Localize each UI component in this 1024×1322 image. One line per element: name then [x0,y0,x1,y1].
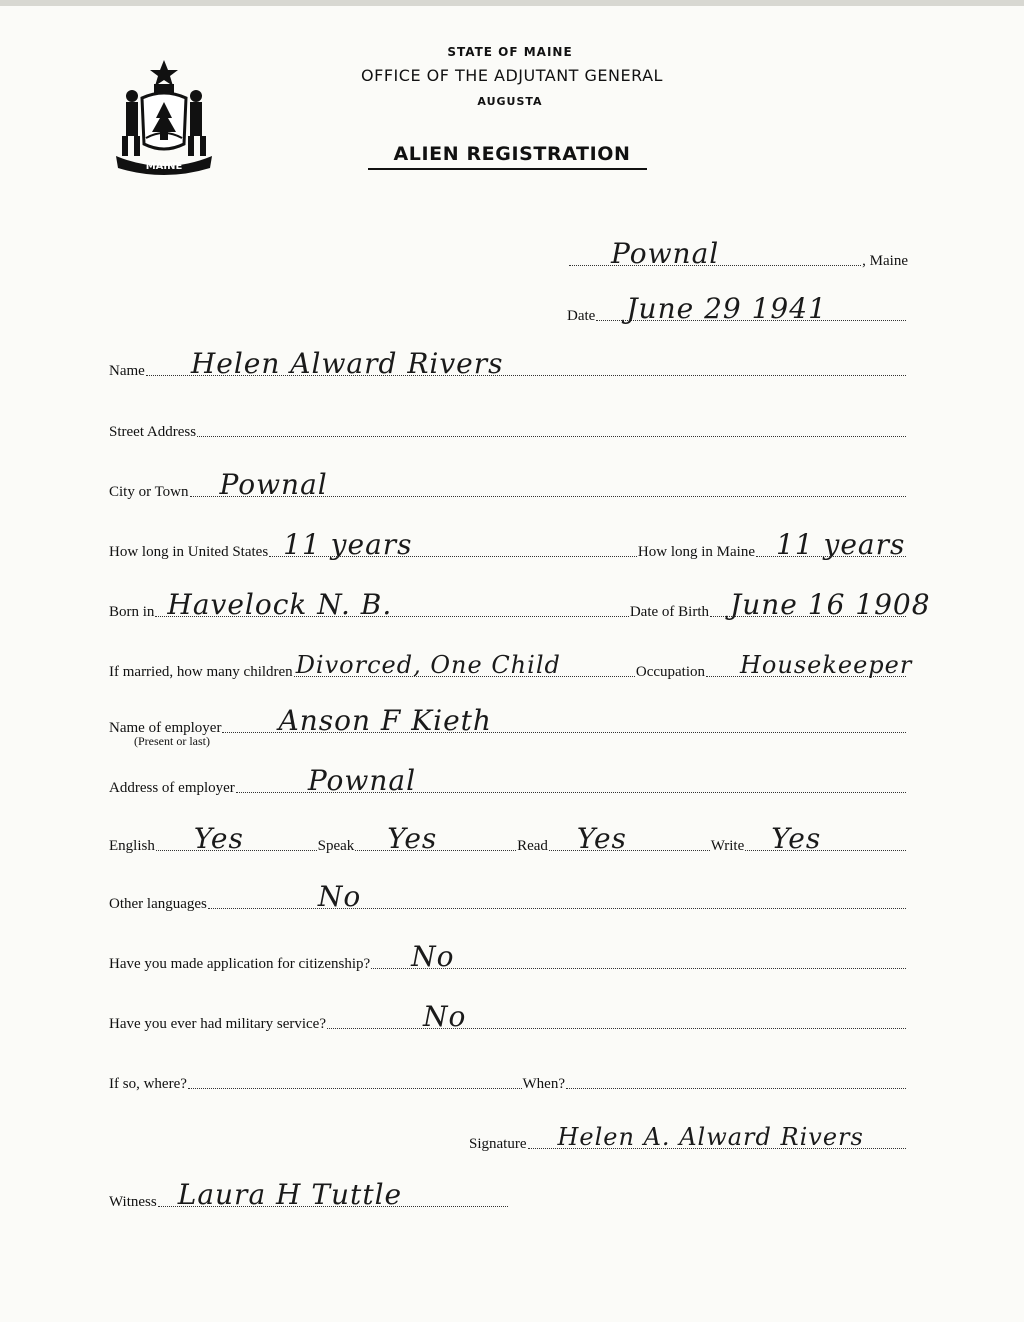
english-value: Yes [193,822,244,855]
speak-label: Speak [317,838,355,854]
employer-address-label: Address of employer [109,780,235,796]
english-row [109,822,907,855]
witness-field[interactable] [158,1178,508,1211]
occupation-value: Housekeeper [740,651,913,679]
how-long-maine-label: How long in Maine [637,544,755,560]
write-value: Yes [771,822,822,855]
dob-field[interactable] [710,588,931,621]
name-label: Name [109,363,145,379]
where-label: If so, where? [109,1076,187,1092]
town-field[interactable] [569,237,861,270]
employer-sub-label: (Present or last) [134,734,210,748]
seal-banner: MAINE [145,161,183,172]
signature-field[interactable] [528,1123,907,1151]
signature-row [469,1123,907,1153]
children-label: If married, how many children [109,664,293,680]
date-value: June 29 1941 [626,292,827,325]
maine-label: , Maine [862,253,908,269]
born-row [109,588,931,621]
city-row [109,468,907,501]
name-value: Helen Alward Rivers [190,347,504,380]
witness-value: Laura H Tuttle [177,1178,403,1211]
witness-row [109,1178,509,1211]
when-label: When? [522,1076,565,1092]
citizenship-label: Have you made application for citizenship? [109,956,371,972]
citizenship-field[interactable] [371,940,906,973]
title-underline [368,168,647,170]
employer-address-row [109,764,907,797]
write-field[interactable] [745,822,906,855]
scan-edge [0,0,1024,6]
header-city: AUGUSTA [477,95,543,108]
occupation-label: Occupation [635,664,705,680]
date-field[interactable] [596,292,906,325]
how-long-row [109,528,907,561]
employer-value: Anson F Kieth [278,704,492,737]
header-office: OFFICE OF THE ADJUTANT GENERAL [361,66,663,85]
other-lang-row [109,880,907,913]
born-in-label: Born in [109,604,155,620]
children-row [109,651,913,681]
town-value: Pownal [611,237,720,270]
born-in-field[interactable] [155,588,628,621]
other-lang-value: No [317,880,362,913]
name-field[interactable] [146,347,906,380]
how-long-us-label: How long in United States [109,544,269,560]
military-value: No [423,1000,467,1033]
name-row [109,347,907,380]
occupation-field[interactable] [706,651,913,679]
english-field[interactable] [156,822,317,855]
city-field[interactable] [190,468,906,501]
town-row [568,237,908,270]
citizenship-value: No [411,940,455,973]
date-label: Date [567,308,596,324]
header-state: STATE OF MAINE [447,45,573,59]
how-long-maine-field[interactable] [756,528,906,561]
date-row [567,292,907,325]
english-label: English [109,838,155,854]
signature-label: Signature [469,1136,527,1152]
speak-value: Yes [387,822,438,855]
signature-value: Helen A. Alward Rivers [557,1123,864,1151]
citizenship-row [109,940,907,973]
employer-address-field[interactable] [236,764,906,797]
read-value: Yes [576,822,627,855]
other-lang-label: Other languages [109,896,207,912]
write-label: Write [710,838,745,854]
dob-value: June 16 1908 [730,588,931,621]
employer-address-value: Pownal [307,764,417,797]
read-label: Read [517,838,548,854]
read-field[interactable] [549,822,710,855]
employer-row [109,704,907,737]
other-lang-field[interactable] [208,880,906,913]
witness-label: Witness [109,1194,157,1210]
children-field[interactable] [294,651,635,679]
military-row [109,1000,907,1033]
how-long-maine-value: 11 years [776,528,906,561]
when-field[interactable] [566,1087,906,1089]
where-field[interactable] [188,1087,522,1089]
children-value: Divorced, One Child [295,651,561,679]
dob-label: Date of Birth [629,604,709,620]
military-label: Have you ever had military service? [109,1016,326,1032]
speak-field[interactable] [355,822,516,855]
born-in-value: Havelock N. B. [167,588,393,621]
street-field[interactable] [197,435,906,437]
city-value: Pownal [219,468,328,501]
city-label: City or Town [109,484,189,500]
how-long-us-value: 11 years [283,528,413,561]
street-row [109,417,907,441]
how-long-us-field[interactable] [269,528,637,561]
military-field[interactable] [327,1000,906,1033]
street-label: Street Address [109,424,197,440]
where-when-row [109,1069,907,1093]
employer-field[interactable] [222,704,906,737]
employer-label: Name of employer [109,720,222,736]
form-title: ALIEN REGISTRATION [393,143,631,165]
